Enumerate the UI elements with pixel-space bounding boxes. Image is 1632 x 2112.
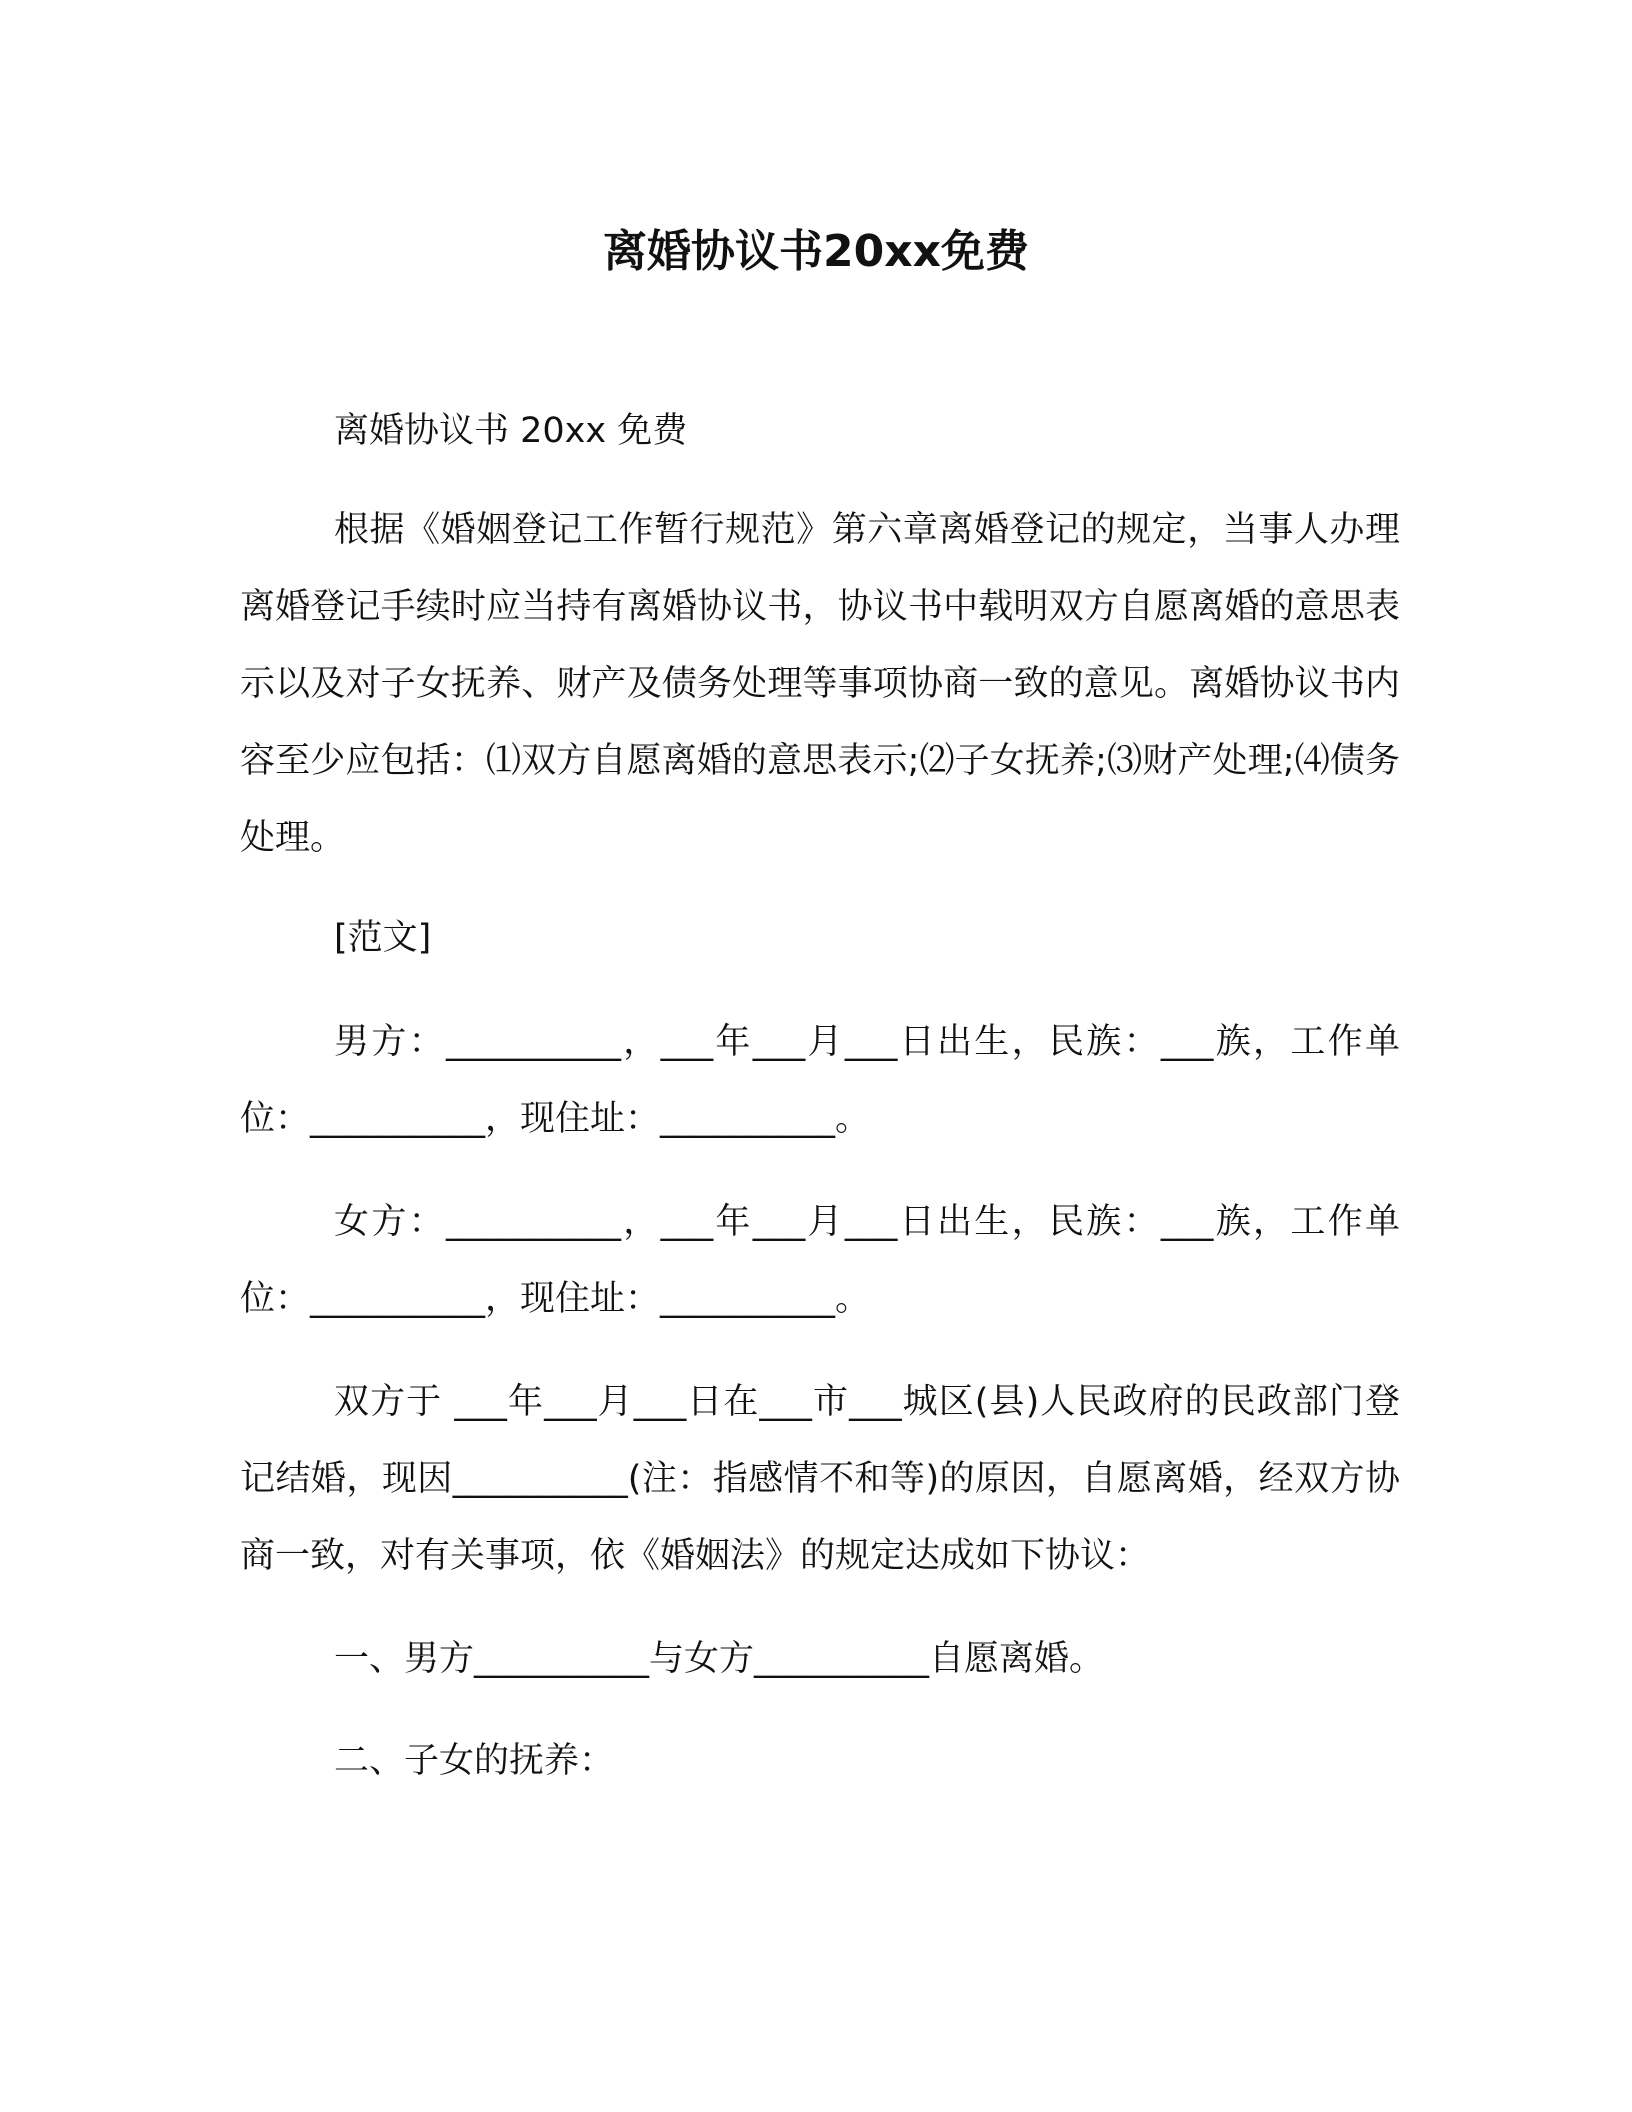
document-title: 离婚协议书20xx免费 [603, 226, 1029, 277]
example-label: [范文] [334, 918, 432, 958]
agreement-item-1: 一、男方__________与女方__________自愿离婚。 [334, 1639, 1105, 1679]
document-subtitle: 离婚协议书 20xx 免费 [334, 411, 688, 451]
intro-paragraph: 根据《婚姻登记工作暂行规范》第六章离婚登记的规定，当事人办理离婚登记手续时应当持有离婚协议书，协议书中载明双方自愿离婚的意思表示以及对子女抚养、财产及债务处理等事项协商一致的意见。离婚协议书内容至少应包括：⑴双方自愿离婚的意思表示;⑵子女抚养;⑶财产处理;⑷债务处理。 [240, 510, 1400, 858]
marriage-registration-paragraph: 双方于 ___年___月___日在___市___城区(县)人民政府的民政部门登记结婚，现因__________(注：指感情不和等)的原因，自愿离婚，经双方协商一致，对有关事项，依《婚姻法》的规定达成如下协议： [240, 1382, 1400, 1576]
agreement-item-2: 二、子女的抚养： [334, 1741, 615, 1781]
male-party-paragraph: 男方：__________，___年___月___日出生，民族：___族，工作单位：__________，现住址：__________。 [240, 1022, 1400, 1139]
female-party-paragraph: 女方：__________，___年___月___日出生，民族：___族，工作单位：__________，现住址：__________。 [240, 1202, 1400, 1319]
